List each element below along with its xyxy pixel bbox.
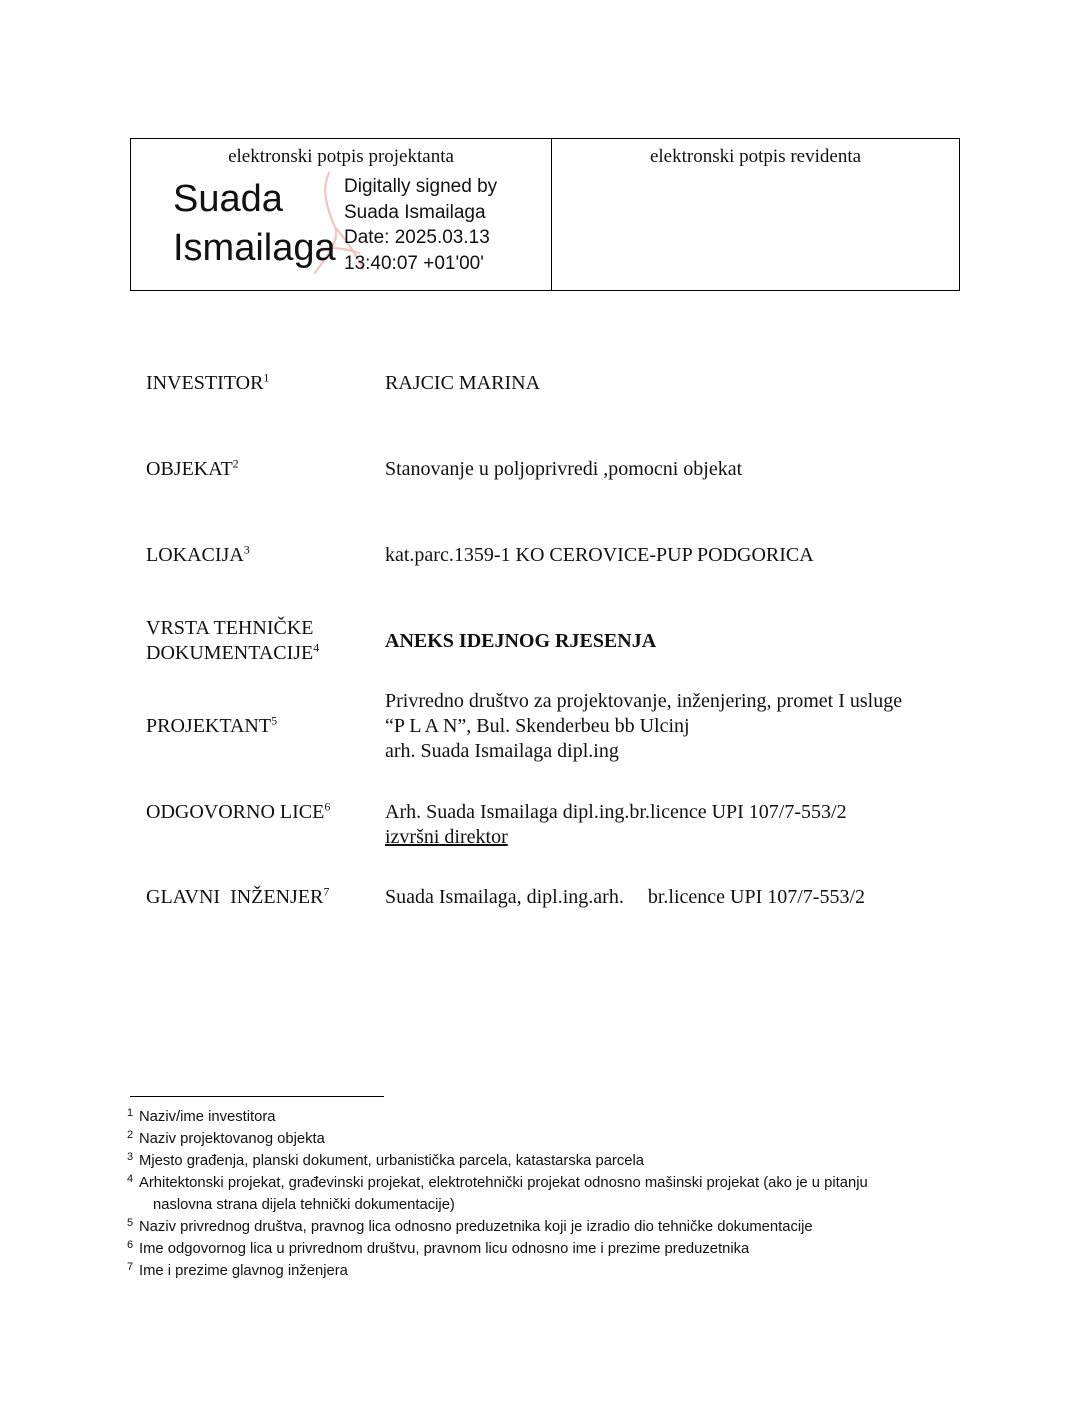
signature-details (344, 174, 497, 276)
investor-label: INVESTITOR$^1$ (146, 370, 270, 394)
responsible-person-role: izvršni direktor (385, 826, 508, 848)
signer-name (173, 175, 336, 273)
designer-signature-caption: elektronski potpis projektanta (228, 146, 454, 167)
signature-table (130, 138, 960, 291)
signature-detail-line: Suada Ismailaga (344, 201, 486, 223)
chief-engineer-label: GLAVNI INŽENJER$^7$ (146, 884, 330, 908)
investor-value: RAJCIC MARINA (385, 372, 541, 394)
signature-detail-line: Digitally signed by (344, 176, 498, 197)
object-value: Stanovanje u poljoprivredi ,pomocni objekat (385, 458, 743, 480)
documentation-type-value: ANEKS IDEJNOG RJESENJA (385, 630, 657, 652)
chief-engineer-value: Suada Ismailaga, dipl.ing.arh. br.licence UPI 107/7-553/2 (385, 886, 866, 908)
signer-last-name: Ismailaga (173, 227, 336, 269)
footnote-item: 4 Arhitektonski projekat, građevinski projekat, elektrotehnički projekat odnosno mašinski projekat (ako je u pitanju naslovna strana dijela tehnički dokumentacije) (127, 1173, 868, 1213)
signature-detail-line: Date: 2025.03.13 (344, 227, 490, 248)
responsible-person-value: Arh. Suada Ismailaga dipl.ing.br.licence UPI 107/7-553/2 izvršni direktor (385, 801, 847, 848)
object-label: OBJEKAT$^2$ (146, 456, 239, 480)
reviewer-signature-caption: elektronski potpis revidenta (649, 146, 862, 167)
documentation-type-label: VRSTA TEHNIČKE DOKUMENTACIJE$^4$ (146, 617, 320, 664)
footnote-item: 6 Ime odgovornog lica u privrednom društvu, pravnom licu odnosno ime i prezime preduzetnika (127, 1239, 750, 1257)
designer-label: PROJEKTANT$^5$ (146, 713, 278, 737)
designer-value: Privredno društvo za projektovanje, inženjering, promet I usluge “P L A N”, Bul. Skenderbeu bb Ulcinj arh. Suada Ismailaga dipl.ing (385, 690, 903, 762)
responsible-person-label: ODGOVORNO LICE$^6$ (146, 799, 331, 823)
footnote-item: 7 Ime i prezime glavnog inženjera (127, 1261, 348, 1279)
location-value: kat.parc.1359-1 KO CEROVICE-PUP PODGORICA (385, 544, 814, 566)
footnote-item: 5 Naziv privrednog društva, pravnog lica odnosno preduzetnika koji je izradio dio tehničke dokumentacije (127, 1217, 813, 1235)
designer-signature-cell[interactable] (131, 139, 552, 290)
location-label: LOKACIJA$^3$ (146, 542, 250, 566)
footnote-separator (130, 1096, 384, 1097)
signature-detail-line: 13:40:07 +01'00' (344, 252, 484, 274)
footnotes (127, 1106, 967, 1282)
footnote-item: 2 Naziv projektovanog objekta (127, 1129, 325, 1147)
footnote-item: 1 Naziv/ime investitora (127, 1107, 276, 1125)
footnote-item: 3 Mjesto građenja, planski dokument, urbanistička parcela, katastarska parcela (127, 1151, 645, 1169)
signer-first-name: Suada (173, 178, 283, 220)
reviewer-signature-cell[interactable] (552, 139, 959, 290)
